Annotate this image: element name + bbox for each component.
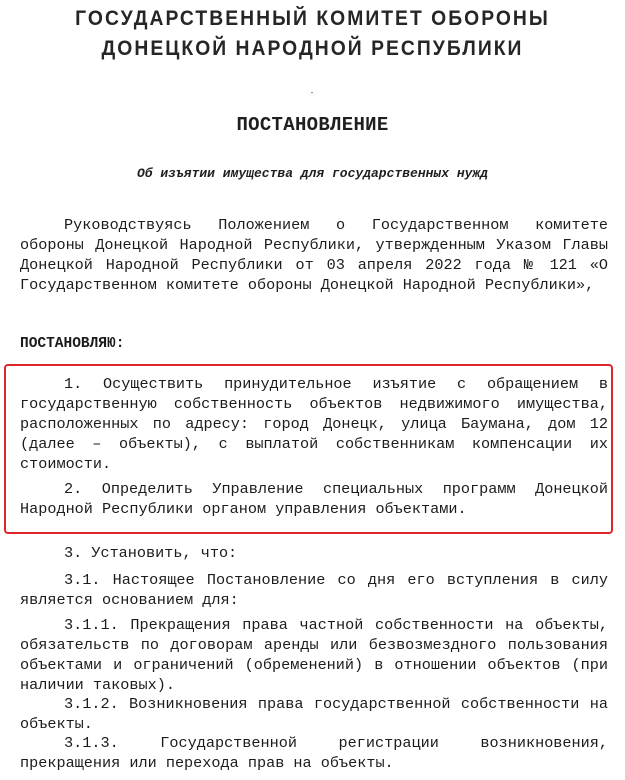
clause-3-1-3: 3.1.3. Государственной регистрации возникновения, прекращения или перехода прав на объекты. (20, 734, 608, 772)
document-title: ПОСТАНОВЛЕНИЕ (236, 114, 389, 136)
clause-3-1-1: 3.1.1. Прекращения права частной собственности на объекты, обязательств по договорам аренды или безвозмездного пользования объектами и ограничений (обременений) в отношении объектов (при наличии таковых). (20, 616, 608, 694)
scan-speck (311, 92, 313, 93)
preamble-paragraph: Руководствуясь Положением о Государственном комитете обороны Донецкой Народной Республики, утвержденным Указом Главы Донецкой Народной Республики от 03 апреля 2022 года № 121 «О Государственном комитете обороны Донецкой Народной Республики», (20, 216, 608, 294)
clause-1: 1. Осуществить принудительное изъятие с обращением в государственную собственность объектов недвижимого имущества, расположенных по адресу: город Донецк, улица Баумана, дом 12 (далее – объекты), с выплатой собственникам компенсации их стоимости. (20, 375, 608, 473)
clause-2: 2. Определить Управление специальных программ Донецкой Народной Республики органом управления объектами. (20, 480, 608, 518)
document-header (25, 4, 600, 64)
header-line-1: ГОСУДАРСТВЕННЫЙ КОМИТЕТ ОБОРОНЫ (75, 7, 550, 30)
header-line-2: ДОНЕЦКОЙ НАРОДНОЙ РЕСПУБЛИКИ (101, 37, 524, 60)
document-subtitle: Об изъятии имущества для государственных нужд (136, 166, 489, 181)
clause-3-1-2: 3.1.2. Возникновения права государственной собственности на объекты. (20, 695, 608, 733)
resolve-heading: ПОСТАНОВЛЯЮ: (20, 336, 125, 352)
clause-3-1: 3.1. Настоящее Постановление со дня его вступления в силу является основанием для: (20, 571, 608, 609)
clause-3: 3. Установить, что: (64, 544, 238, 562)
